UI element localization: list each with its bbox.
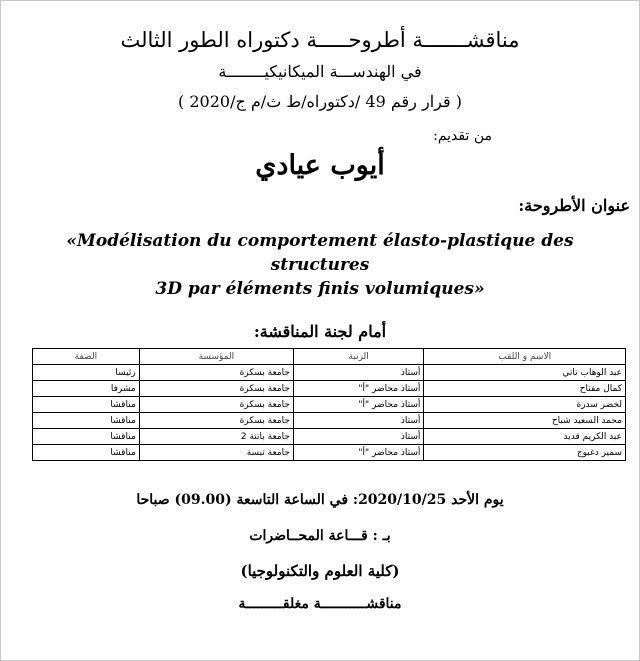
member-name: كمال مفتاح bbox=[424, 381, 626, 397]
table-row bbox=[33, 365, 626, 381]
table-header-row bbox=[33, 349, 626, 365]
member-name: سمير دغبوج bbox=[424, 445, 626, 461]
presented-by-label: من تقديم: bbox=[433, 128, 492, 144]
committee-label: أمام لجنة المناقشة: bbox=[253, 322, 387, 341]
member-rank: أستاذ bbox=[293, 429, 423, 445]
table-row bbox=[33, 381, 626, 397]
member-rank: أستاذ bbox=[293, 365, 423, 381]
title-line-2: في الهندســـة الميكانيكيــــــــة bbox=[218, 62, 422, 81]
column-header-institution: المؤسسة bbox=[139, 349, 293, 365]
member-institution: جامعة بسكرة bbox=[139, 381, 293, 397]
member-rank: أستاذ محاضر "أ" bbox=[293, 381, 423, 397]
member-role: مناقشا bbox=[33, 445, 140, 461]
member-name: عبد الوهاب تاتي bbox=[424, 365, 626, 381]
thesis-title bbox=[20, 229, 620, 301]
member-institution: جامعة بسكرة bbox=[139, 413, 293, 429]
member-role: مناقشا bbox=[33, 397, 140, 413]
member-role: مناقشا bbox=[33, 429, 140, 445]
column-header-rank: الرتبة bbox=[293, 349, 423, 365]
member-role: مناقشا bbox=[33, 413, 140, 429]
member-name: لخضر سدرة bbox=[424, 397, 626, 413]
member-rank: أستاذ bbox=[293, 413, 423, 429]
member-name: محمد السعيد شباح bbox=[424, 413, 626, 429]
candidate-name: أيوب عيادي bbox=[255, 150, 385, 181]
member-institution: جامعة بسكرة bbox=[139, 365, 293, 381]
committee-table bbox=[32, 348, 626, 461]
member-role: مشرفا bbox=[33, 381, 140, 397]
column-header-role: الصفة bbox=[33, 349, 140, 365]
table-row bbox=[33, 445, 626, 461]
faculty-name: (كلية العلوم والتكنولوجيا) bbox=[240, 562, 400, 580]
title-line-1: مناقشـــــــة أطروحـــــة دكتوراه الطور الثالث bbox=[120, 28, 520, 52]
table-row bbox=[33, 429, 626, 445]
thesis-title-label: عنوان الأطروحة: bbox=[518, 196, 630, 215]
member-rank: أستاذ محاضر "أ" bbox=[293, 397, 423, 413]
member-institution: جامعة تبسة bbox=[139, 445, 293, 461]
member-institution: جامعة بسكرة bbox=[139, 397, 293, 413]
member-name: عبد الكريم قديد bbox=[424, 429, 626, 445]
member-institution: جامعة باتنة 2 bbox=[139, 429, 293, 445]
table-row bbox=[33, 413, 626, 429]
member-role: رئيسا bbox=[33, 365, 140, 381]
defense-venue: بـ : قـــاعة المحــاضرات bbox=[249, 528, 391, 544]
member-rank: أستاذ محاضر "أ" bbox=[293, 445, 423, 461]
thesis-title-line-2: 3D par éléments finis volumiques» bbox=[155, 279, 485, 299]
defense-date: يوم الأحد 2020/10/25: في الساعة التاسعة (09.00) صباحا bbox=[136, 492, 504, 508]
table-row bbox=[33, 397, 626, 413]
column-header-name: الاسم و اللقب bbox=[424, 349, 626, 365]
decision-reference: ( قرار رقم 49 /دكتوراه/ط ث/م ج/2020 ) bbox=[178, 92, 462, 111]
closed-defense-note: مناقشـــــــــــة مغلقـــــــــة bbox=[238, 596, 402, 612]
thesis-title-line-1: «Modélisation du comportement élasto-plastique des structures bbox=[66, 231, 574, 275]
